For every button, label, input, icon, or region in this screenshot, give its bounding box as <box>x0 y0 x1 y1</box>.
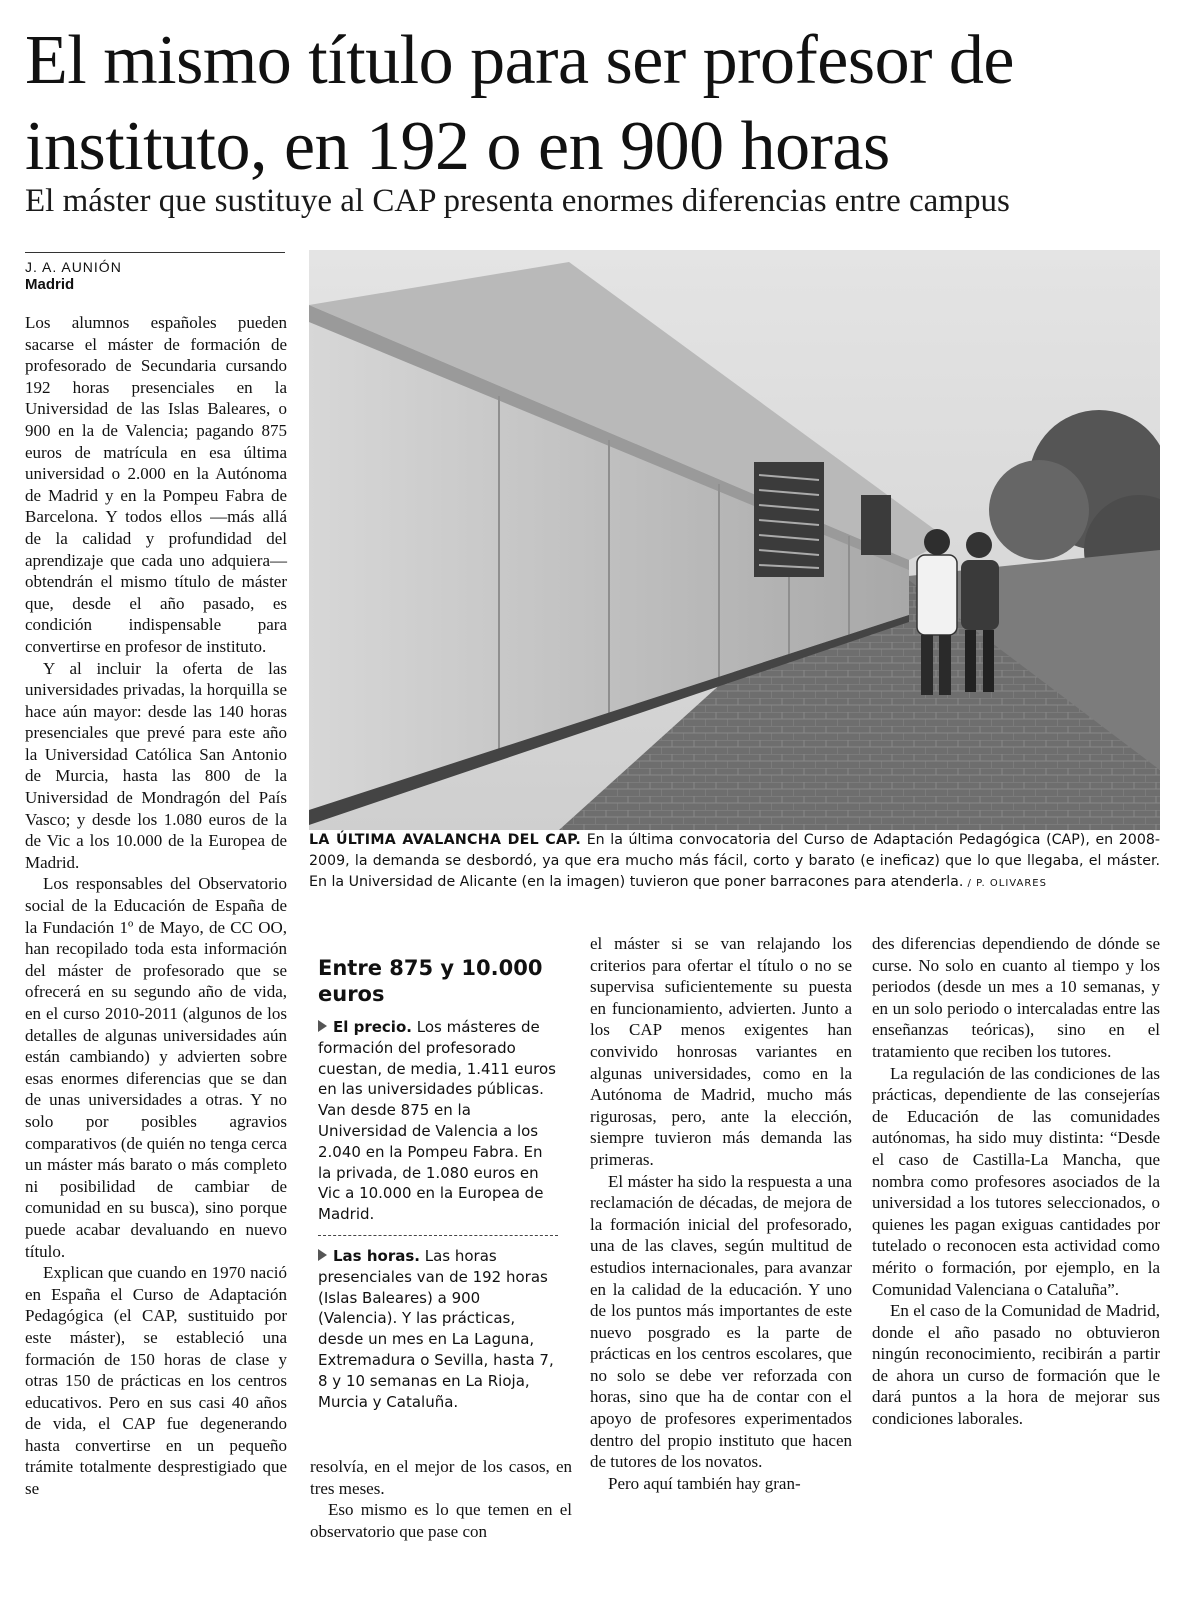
byline <box>25 252 285 294</box>
sidebar-item-hours <box>318 1246 558 1412</box>
article-column-3 <box>590 933 852 1494</box>
caption-credit: / P. OLIVARES <box>963 878 1047 889</box>
paragraph: Eso mismo es lo que temen en el observatorio que pase con <box>310 1500 572 1541</box>
byline-location: Madrid <box>25 276 75 293</box>
paragraph: Explican que cuando en 1970 nació en España el Curso de Adaptación Pedagógica (el CAP, sustituido por este máster), se estableció una formación de 150 horas de clase y otras 150 de prácticas en los centros educativos. Pero en sus casi 40 años de vida, el CAP fue degenerando hasta convertirse en un pequeño trámite totalmente desprestigiado que se <box>25 1263 287 1499</box>
photo-barracones <box>309 250 1160 830</box>
paragraph: El máster ha sido la respuesta a una reclamación de décadas, de mejora de la formación inicial del profesorado, una de las claves, según multitud de estudios internacionales, para avanzar en la calidad de la educación. Y uno de los puntos más importantes de este nuevo posgrado es la parte de prácticas en los centros escolares, que no solo se debe ver reforzada con horas, sino que ha de contar con el apoyo de profesores experimentados dentro del propio instituto que hacen de tutores de los novatos. <box>590 1171 852 1472</box>
dashed-divider <box>318 1235 558 1236</box>
paragraph: el máster si se van relajando los criterios para ofertar el título o no se supervisa suficientemente su puesta en funcionamiento, advierten. Junto a los CAP menos exigentes han convivido honrosas variantes en algunas universidades, como en la Autónoma de Madrid, mucho más rigurosas, pero, ante la elección, siempre tuvieron más demanda las primeras. <box>590 934 852 1169</box>
byline-author: J. A. AUNIÓN <box>25 259 122 275</box>
paragraph: La regulación de las condiciones de las prácticas, dependiente de las consejerías de Educación de las comunidades autónomas, ha sido muy distinta: “Desde el caso de Castilla-La Mancha, que nombra como profesores asociados de la universidad a los tutores seleccionados, o quienes les pagan exiguas cantidades por tutelado o reconocen esta actividad como mérito o formación, por ejemplo, en la Comunidad Valenciana o Cataluña”. <box>872 1063 1160 1299</box>
sidebar-item-text: Los másteres de formación del profesorado cuestan, de media, 1.411 euros en las universidades públicas. Van desde 875 en la Universidad de Valencia a los 2.040 en la Pompeu Fabra. En la privada, de 1.080 euros en Vic a 10.000 en la Europea de Madrid. <box>318 1018 556 1224</box>
paragraph: Pero aquí también hay gran- <box>608 1473 801 1493</box>
paragraph: des diferencias dependiendo de dónde se curse. No solo en cuanto al tiempo y los periodos (desde un mes a 10 semanas, y en un solo periodo o intercaladas entre las enseñanzas teóricas), sino en el tratamiento que reciben los tutores. <box>872 934 1160 1061</box>
sidebar-item-text: Las horas presenciales van de 192 horas (Islas Baleares) a 900 (Valencia). Y las prácticas, desde un mes en La Laguna, Extremadura o Sevilla, hasta 7, 8 y 10 semanas en La Rioja, Murcia y Cataluña. <box>318 1246 554 1411</box>
paragraph: En el caso de la Comunidad de Madrid, donde el año pasado no obtuvieron ningún reconocimiento, recibirán a partir de ahora un curso de formación que le dará puntos a la hora de mejorar sus condiciones laborales. <box>872 1301 1160 1429</box>
sidebar-title: Entre 875 y 10.000 euros <box>318 956 543 1006</box>
article-column-2-bottom <box>310 1456 572 1542</box>
triangle-bullet-icon <box>318 1249 327 1261</box>
article-column-4 <box>872 933 1160 1430</box>
subheadline: El máster que sustituye al CAP presenta enormes diferencias entre campus <box>25 183 1010 219</box>
photo-caption <box>309 830 1160 894</box>
article-column-1 <box>25 312 287 1500</box>
headline: El mismo título para ser profesor de instituto, en 192 o en 900 horas <box>25 22 1014 185</box>
paragraph: Y al incluir la oferta de las universidades privadas, la horquilla se hace aún mayor: desde las 140 horas presenciales que prevé para este año la Universidad Católica San Antonio de Murcia, hasta las 800 de la Universidad de Mondragón del País Vasco; y desde los 1.080 euros de la de Vic a los 10.000 de la Europea de Madrid. <box>25 658 287 872</box>
sidebar-item-label: El precio. <box>333 1018 412 1036</box>
caption-kicker: LA ÚLTIMA AVALANCHA DEL CAP. <box>309 832 582 848</box>
caption-text: En la última convocatoria del Curso de Adaptación Pedagógica (CAP), en 2008-2009, la demanda se desbordó, ya que era mucho más fácil, corto y barato (e ineficaz) que lo que llegaba, el máster. En la Universidad de Alicante (en la imagen) tuvieron que poner barracones para atenderla. <box>309 832 1161 890</box>
sidebar-item-price <box>318 1017 558 1225</box>
triangle-bullet-icon <box>318 1020 327 1032</box>
sidebar-item-label: Las horas. <box>333 1246 420 1265</box>
paragraph: Los alumnos españoles pueden sacarse el máster de formación de profesorado de Secundaria cursando 192 horas presenciales en la Universidad de las Islas Baleares, o 900 en la de Valencia; pagando 875 euros de matrícula en esa última universidad o 2.000 en la Autónoma de Madrid y en la Pompeu Fabra de Barcelona. Y todos ellos —más allá de la calidad y profundidad del aprendizaje que cada uno adquiera— obtendrán el mismo título de máster que, desde el año pasado, es condición indispensable para convertirse en profesor de instituto. <box>25 313 287 656</box>
sidebar-box <box>318 955 558 1412</box>
paragraph: resolvía, en el mejor de los casos, en tres meses. <box>310 1457 572 1498</box>
news-photo <box>309 250 1160 830</box>
paragraph: Los responsables del Observatorio social de la Educación de España de la Fundación 1º de Mayo, de CC OO, han recopilado toda esta información del máster de profesorado que se ofrecerá en su segundo año de vida, en el curso 2010-2011 (algunos de los detalles de algunas universidades aún están cambiando) y advierten sobre esas enormes diferencias que se dan de unas universidades a otras. Y no solo por posibles agravios comparativos (de quién no tenga cerca un máster más barato o más completo ni posibilidad de cambiar de comunidad en su busca), sino porque puede acabar devaluando en nuevo título. <box>25 874 287 1261</box>
